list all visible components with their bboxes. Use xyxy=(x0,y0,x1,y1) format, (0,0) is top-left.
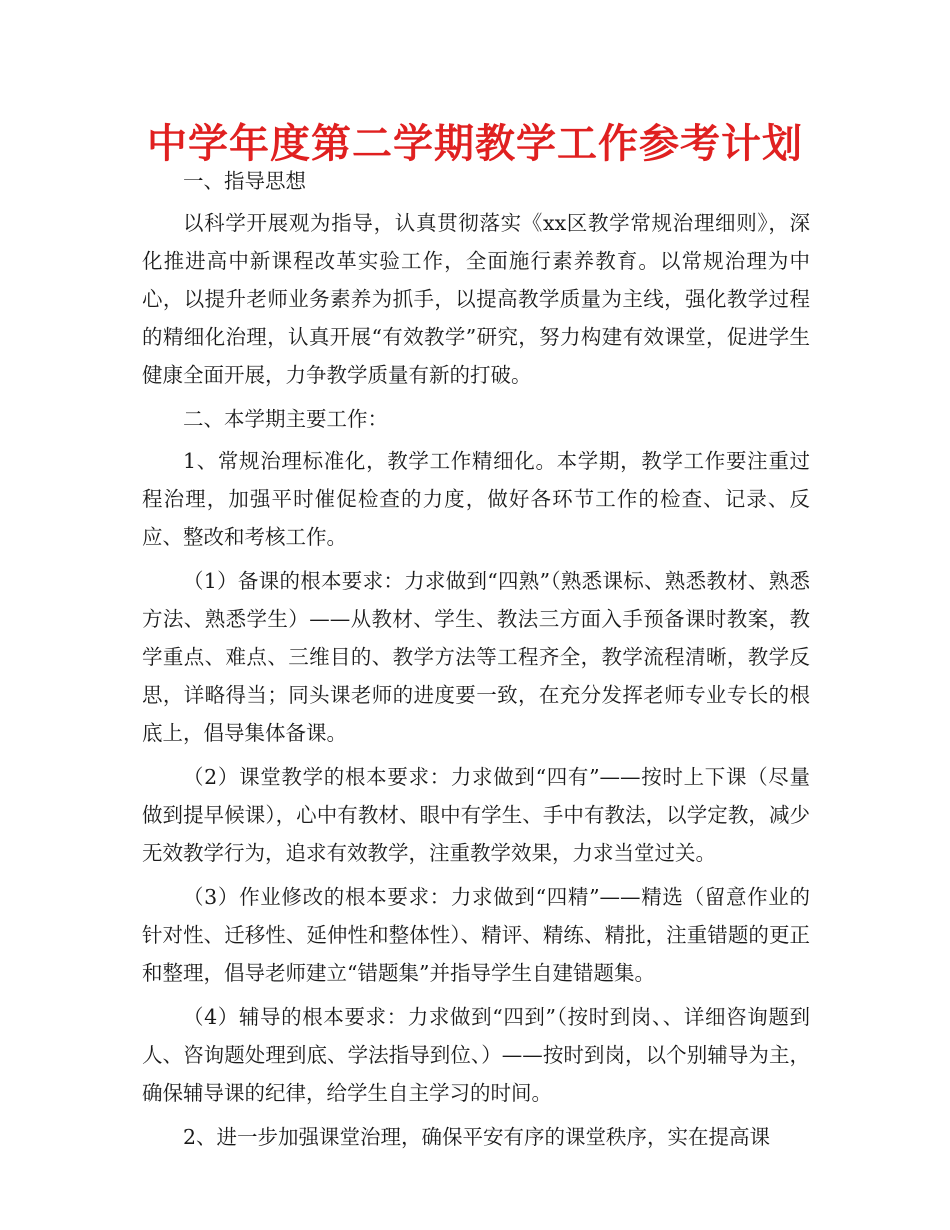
paragraph-item-2: 2、进一步加强课堂治理，确保平安有序的课堂秩序，实在提高课 xyxy=(183,1125,771,1149)
document-body xyxy=(142,162,810,1162)
paragraph-item-1-1: （1）备课的根本要求：力求做到“四熟”（熟悉课标、熟悉教材、熟悉方法、熟悉学生）——从教材、学生、教法三方面入手预备课时教案，教学重点、难点、三维目的、教学方法等工程齐全，教学流程清晰，教学反思，详略得当；同头课老师的进度要一致，在充分发挥老师专业专长的根底上，倡导集体备课。 xyxy=(142,569,810,745)
paragraph-item-1-3: （3）作业修改的根本要求：力求做到“四精”——精选（留意作业的针对性、迁移性、延伸性和整体性）、精评、精练、精批，注重错题的更正和整理，倡导老师建立“错题集”并指导学生自建错题集。 xyxy=(142,885,810,985)
paragraph-item-1: 1、常规治理标准化，教学工作精细化。本学期，教学工作要注重过程治理，加强平时催促检查的力度，做好各环节工作的检查、记录、反应、整改和考核工作。 xyxy=(142,449,810,549)
paragraph-item-1-2: （2）课堂教学的根本要求：力求做到“四有”——按时上下课（尽量做到提早候课），心中有教材、眼中有学生、手中有教法，以学定教，减少无效教学行为，追求有效教学，注重教学效果，力求当堂过关。 xyxy=(142,765,810,865)
document-title: 中学年度第二学期教学工作参考计划 xyxy=(147,121,803,167)
paragraph-guiding-ideology: 以科学开展观为指导，认真贯彻落实《xx区教学常规治理细则》，深化推进高中新课程改革实验工作，全面施行素养教育。以常规治理为中心，以提升老师业务素养为抓手，以提高教学质量为主线，强化教学过程的精细化治理，认真开展“有效教学”研究，努力构建有效课堂，促进学生健康全面开展，力争教学质量有新的打破。 xyxy=(142,211,810,387)
section-heading-guiding-ideology: 一、指导思想 xyxy=(183,169,306,193)
section-heading-main-work: 二、本学期主要工作： xyxy=(183,407,388,431)
paragraph-item-1-4: （4）辅导的根本要求：力求做到“四到”（按时到岗、、详细咨询题到人、咨询题处理到底、学法指导到位、）——按时到岗，以个别辅导为主，确保辅导课的纪律，给学生自主学习的时间。 xyxy=(142,1005,810,1105)
